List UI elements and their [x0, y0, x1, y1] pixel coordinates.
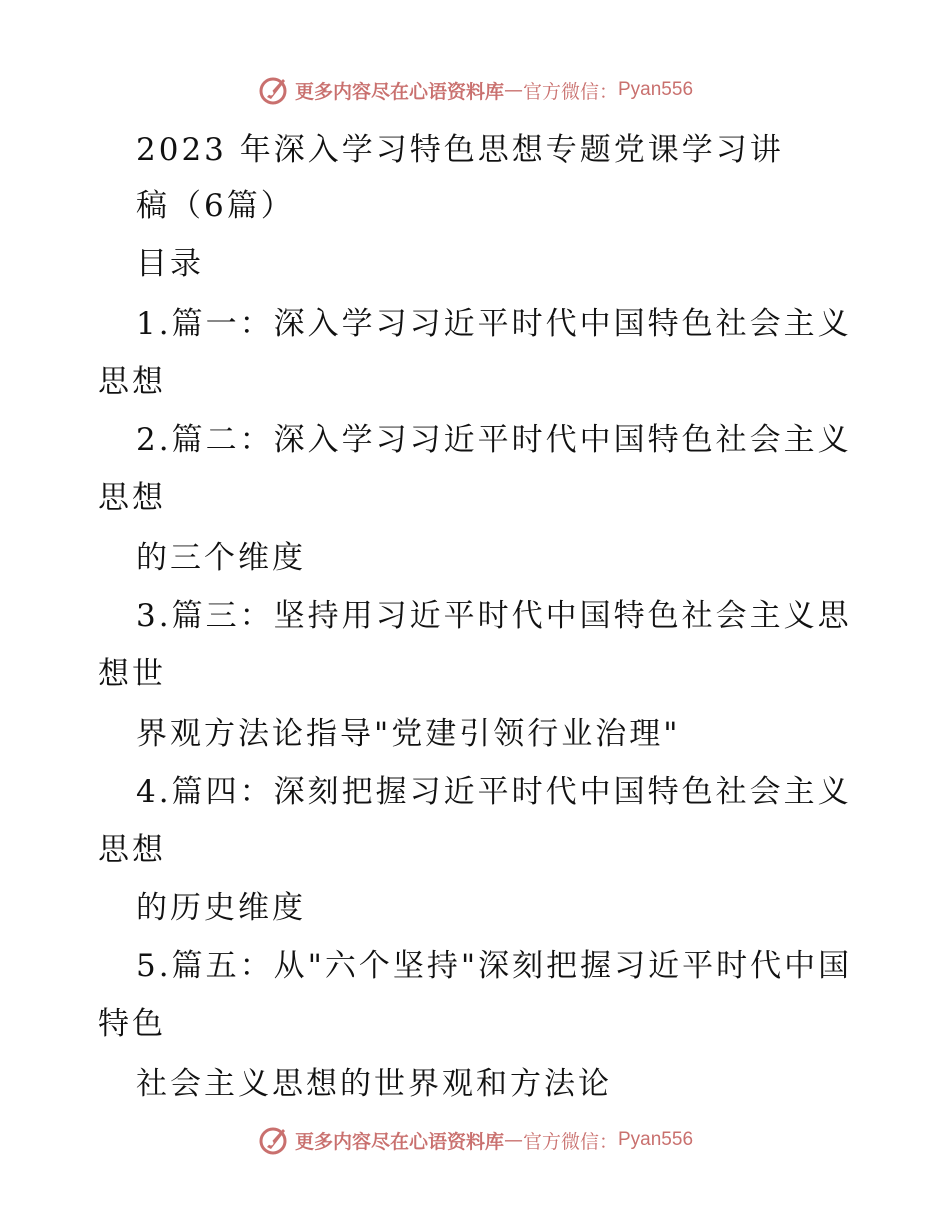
toc-line: 5.篇五：从"六个坚持"深刻把握习近平时代中国 — [136, 948, 853, 984]
watermark-main-text: 更多内容尽在心语资料库 — [294, 80, 504, 103]
toc-line: 的三个维度 — [136, 540, 306, 576]
doc-title-line-1: 2023 年深入学习特色思想专题党课学习讲 — [136, 132, 784, 168]
toc-line: 想世 — [98, 656, 166, 692]
quill-logo-icon — [257, 73, 291, 107]
footer-watermark — [0, 1118, 950, 1162]
watermark-main-text: 更多内容尽在心语资料库 — [294, 1130, 504, 1153]
toc-line: 思想 — [98, 832, 166, 868]
toc-line: 的历史维度 — [136, 890, 306, 926]
toc-line: 社会主义思想的世界观和方法论 — [136, 1066, 612, 1102]
watermark-dash: — — [503, 1129, 523, 1151]
toc-line: 1.篇一：深入学习习近平时代中国特色社会主义 — [136, 306, 852, 342]
watermark-wechat-label: 官方微信： — [522, 80, 618, 103]
toc-line: 思想 — [98, 364, 166, 400]
doc-title-line-2: 稿（6篇） — [136, 188, 295, 224]
toc-line: 界观方法论指导"党建引领行业治理" — [136, 716, 681, 752]
toc-line: 2.篇二：深入学习习近平时代中国特色社会主义 — [136, 422, 852, 458]
watermark-wechat-id: Pyan556 — [618, 79, 694, 100]
watermark-dash: — — [503, 79, 523, 101]
watermark-wechat-label: 官方微信： — [522, 1130, 618, 1153]
watermark-wechat-id: Pyan556 — [618, 1129, 694, 1150]
toc-line: 思想 — [98, 480, 166, 516]
toc-heading: 目录 — [136, 246, 204, 282]
header-watermark — [0, 68, 950, 112]
toc-line: 3.篇三：坚持用习近平时代中国特色社会主义思 — [136, 598, 852, 634]
quill-logo-icon — [257, 1123, 291, 1157]
toc-line: 特色 — [98, 1006, 166, 1042]
toc-line: 4.篇四：深刻把握习近平时代中国特色社会主义 — [136, 774, 852, 810]
